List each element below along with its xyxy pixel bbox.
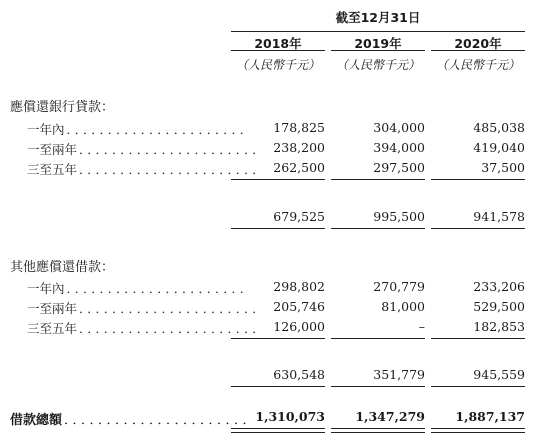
- table-cell: 485,038: [473, 120, 525, 135]
- table-cell: 178,825: [273, 120, 325, 135]
- row-label: 一年內 ．．．．．．．．．．．．．．．．．．．．．．: [27, 122, 255, 137]
- table-cell: 238,200: [273, 140, 325, 155]
- subtotal-cell: 995,500: [373, 209, 425, 224]
- unit-label-2019: （人民幣千元）: [335, 58, 420, 72]
- subtotal-cell: 630,548: [273, 367, 325, 382]
- table-cell: 37,500: [481, 160, 525, 175]
- row-label: 一年內 ．．．．．．．．．．．．．．．．．．．．．．: [27, 281, 255, 296]
- total-double-rule: [431, 428, 525, 433]
- table-cell: 262,500: [273, 160, 325, 175]
- subtotal-rule: [231, 338, 325, 339]
- subtotal-rule: [331, 228, 425, 229]
- table-cell: 298,802: [273, 279, 325, 294]
- subtotal-rule: [331, 338, 425, 339]
- subtotal-cell: 351,779: [373, 367, 425, 382]
- unit-label-2018: （人民幣千元）: [235, 58, 320, 72]
- other-borrowings-title: 其他應償還借款：: [10, 260, 115, 275]
- table-cell: 394,000: [373, 140, 425, 155]
- subtotal-cell: 679,525: [273, 209, 325, 224]
- total-cell: 1,887,137: [455, 409, 525, 424]
- unit-label-2020: （人民幣千元）: [435, 58, 520, 72]
- subtotal-rule: [431, 179, 525, 180]
- subtotal-cell: 945,559: [473, 367, 525, 382]
- subtotal-rule: [231, 386, 325, 387]
- row-label: 三至五年 ．．．．．．．．．．．．．．．．．．．．．．: [27, 321, 267, 336]
- year-2019-underline: [331, 50, 425, 51]
- table-cell: 126,000: [273, 319, 325, 334]
- table-cell: 297,500: [373, 160, 425, 175]
- total-cell: 1,310,073: [255, 409, 325, 424]
- table-cell: 182,853: [473, 319, 525, 334]
- table-cell: –: [418, 319, 425, 334]
- row-label: 一至兩年 ．．．．．．．．．．．．．．．．．．．．．．: [27, 142, 267, 157]
- total-label: 借款總額 ．．．．．．．．．．．．．．．．．．．．．．: [10, 413, 258, 428]
- table-cell: 304,000: [373, 120, 425, 135]
- bank-loans-title: 應償還銀行貸款：: [10, 100, 115, 115]
- subtotal-rule: [431, 338, 525, 339]
- subtotal-rule: [431, 228, 525, 229]
- total-double-rule: [331, 428, 425, 433]
- year-2020-underline: [431, 50, 525, 51]
- row-label: 三至五年 ．．．．．．．．．．．．．．．．．．．．．．: [27, 162, 267, 177]
- period-header: 截至12月31日: [335, 10, 421, 25]
- subtotal-rule: [331, 179, 425, 180]
- year-2020-header: 2020年: [454, 36, 502, 51]
- subtotal-rule: [231, 179, 325, 180]
- table-cell: 233,206: [473, 279, 525, 294]
- period-underline: [231, 31, 525, 32]
- table-cell: 529,500: [473, 299, 525, 314]
- year-2018-header: 2018年: [254, 36, 302, 51]
- subtotal-rule: [231, 228, 325, 229]
- year-2019-header: 2019年: [354, 36, 402, 51]
- table-cell: 419,040: [473, 140, 525, 155]
- subtotal-rule: [431, 386, 525, 387]
- total-double-rule: [231, 428, 325, 433]
- table-cell: 81,000: [381, 299, 425, 314]
- year-2018-underline: [231, 50, 325, 51]
- table-cell: 205,746: [273, 299, 325, 314]
- subtotal-rule: [331, 386, 425, 387]
- total-cell: 1,347,279: [355, 409, 425, 424]
- subtotal-cell: 941,578: [473, 209, 525, 224]
- table-cell: 270,779: [373, 279, 425, 294]
- row-label: 一至兩年 ．．．．．．．．．．．．．．．．．．．．．．: [27, 301, 267, 316]
